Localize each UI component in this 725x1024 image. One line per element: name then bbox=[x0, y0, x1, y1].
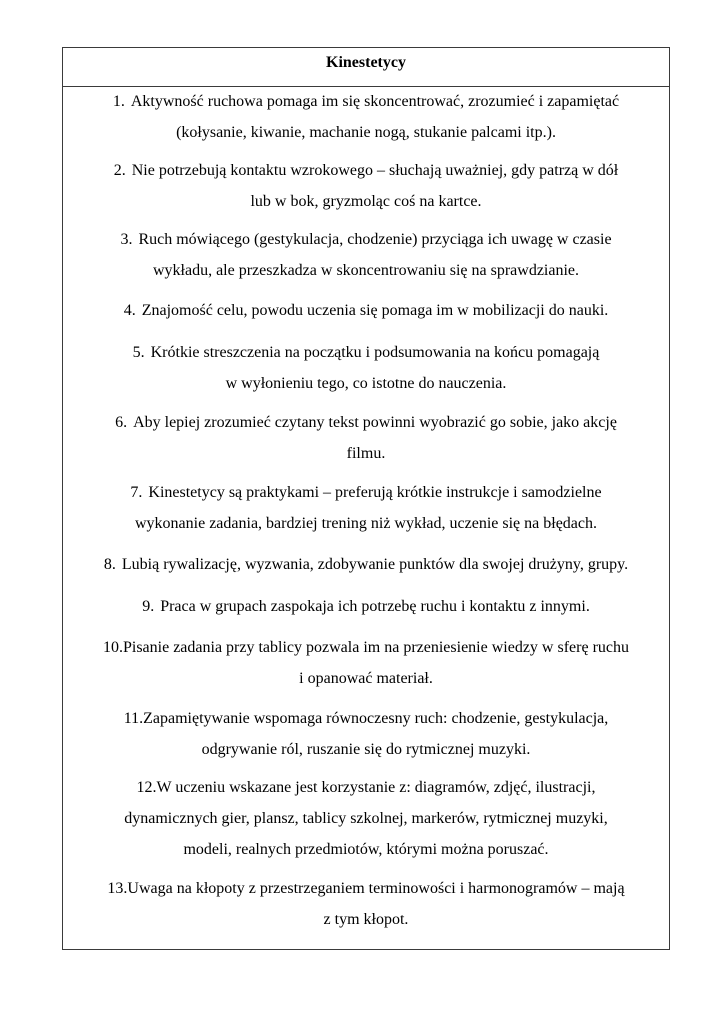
item-number: 6. bbox=[115, 414, 128, 431]
item-line: 4. Znajomość celu, powodu uczenia się pomaga im w mobilizacji do nauki. bbox=[123, 302, 609, 319]
item-number: 12. bbox=[136, 779, 157, 796]
list-item bbox=[63, 873, 669, 935]
item-line: 3. Ruch mówiącego (gestykulacja, chodzenie) przyciąga ich uwagę w czasie bbox=[120, 231, 612, 248]
item-number: 8. bbox=[103, 556, 116, 573]
item-line: 9. Praca w grupach zaspokaja ich potrzebę ruchu i kontaktu z innymi. bbox=[142, 598, 590, 615]
item-line: 7. Kinestetycy są praktykami – preferują krótkie instrukcje i samodzielne bbox=[130, 484, 602, 501]
table-header-row bbox=[63, 48, 669, 87]
item-line: 13.Uwaga na kłopoty z przestrzeganiem terminowości i harmonogramów – mają bbox=[107, 880, 625, 897]
item-line: odgrywanie ról, ruszanie się do rytmicznej muzyki. bbox=[201, 741, 531, 758]
kinestetycy-table bbox=[62, 47, 670, 950]
item-line: 11.Zapamiętywanie wspomaga równoczesny ruch: chodzenie, gestykulacja, bbox=[123, 710, 609, 727]
item-line: 2. Nie potrzebują kontaktu wzrokowego – słuchają uważniej, gdy patrzą w dół bbox=[113, 162, 619, 179]
item-number: 10. bbox=[102, 639, 123, 656]
item-line: (kołysanie, kiwanie, machanie nogą, stukanie palcami itp.). bbox=[176, 124, 556, 141]
item-line: filmu. bbox=[346, 445, 386, 462]
list-item bbox=[63, 407, 669, 469]
item-line: 6. Aby lepiej zrozumieć czytany tekst powinni wyobrazić go sobie, jako akcję bbox=[115, 414, 617, 431]
list-item bbox=[63, 224, 669, 286]
item-number: 13. bbox=[107, 880, 128, 897]
list-item bbox=[63, 591, 669, 622]
list-item bbox=[63, 772, 669, 865]
item-line: 10.Pisanie zadania przy tablicy pozwala im na przeniesienie wiedzy w sferę ruchu bbox=[102, 639, 629, 656]
item-number: 9. bbox=[142, 598, 155, 615]
item-line: w wyłonieniu tego, co istotne do nauczenia. bbox=[225, 375, 507, 392]
item-line: lub w bok, gryzmoląc coś na kartce. bbox=[250, 193, 482, 210]
item-line: dynamicznych gier, plansz, tablicy szkolnej, markerów, rytmicznej muzyki, bbox=[124, 810, 608, 827]
item-line: 5. Krótkie streszczenia na początku i podsumowania na końcu pomagają bbox=[132, 344, 600, 361]
table-title: Kinestetycy bbox=[326, 54, 406, 71]
item-number: 5. bbox=[132, 344, 145, 361]
list-item bbox=[63, 632, 669, 694]
list-item bbox=[63, 86, 669, 148]
list-item bbox=[63, 477, 669, 539]
item-number: 4. bbox=[123, 302, 136, 319]
item-line: 8. Lubią rywalizację, wyzwania, zdobywanie punktów dla swojej drużyny, grupy. bbox=[103, 556, 629, 573]
list-item bbox=[63, 337, 669, 399]
item-line: 12.W uczeniu wskazane jest korzystanie z: diagramów, zdjęć, ilustracji, bbox=[136, 779, 596, 796]
list-item bbox=[63, 549, 669, 580]
item-number: 2. bbox=[113, 162, 126, 179]
item-number: 3. bbox=[120, 231, 133, 248]
list-item bbox=[63, 703, 669, 765]
item-number: 7. bbox=[130, 484, 143, 501]
list-item bbox=[63, 295, 669, 326]
item-line: modeli, realnych przedmiotów, którymi można poruszać. bbox=[183, 841, 549, 858]
item-line: 1. Aktywność ruchowa pomaga im się skoncentrować, zrozumieć i zapamiętać bbox=[112, 93, 620, 110]
item-line: z tym kłopot. bbox=[323, 911, 409, 928]
item-line: wykładu, ale przeszkadza w skoncentrowaniu się na sprawdzianie. bbox=[152, 262, 580, 279]
item-number: 11. bbox=[123, 710, 144, 727]
item-number: 1. bbox=[112, 93, 125, 110]
list-item bbox=[63, 155, 669, 217]
item-line: i opanować materiał. bbox=[299, 670, 433, 687]
item-line: wykonanie zadania, bardziej trening niż wykład, uczenie się na błędach. bbox=[134, 515, 598, 532]
